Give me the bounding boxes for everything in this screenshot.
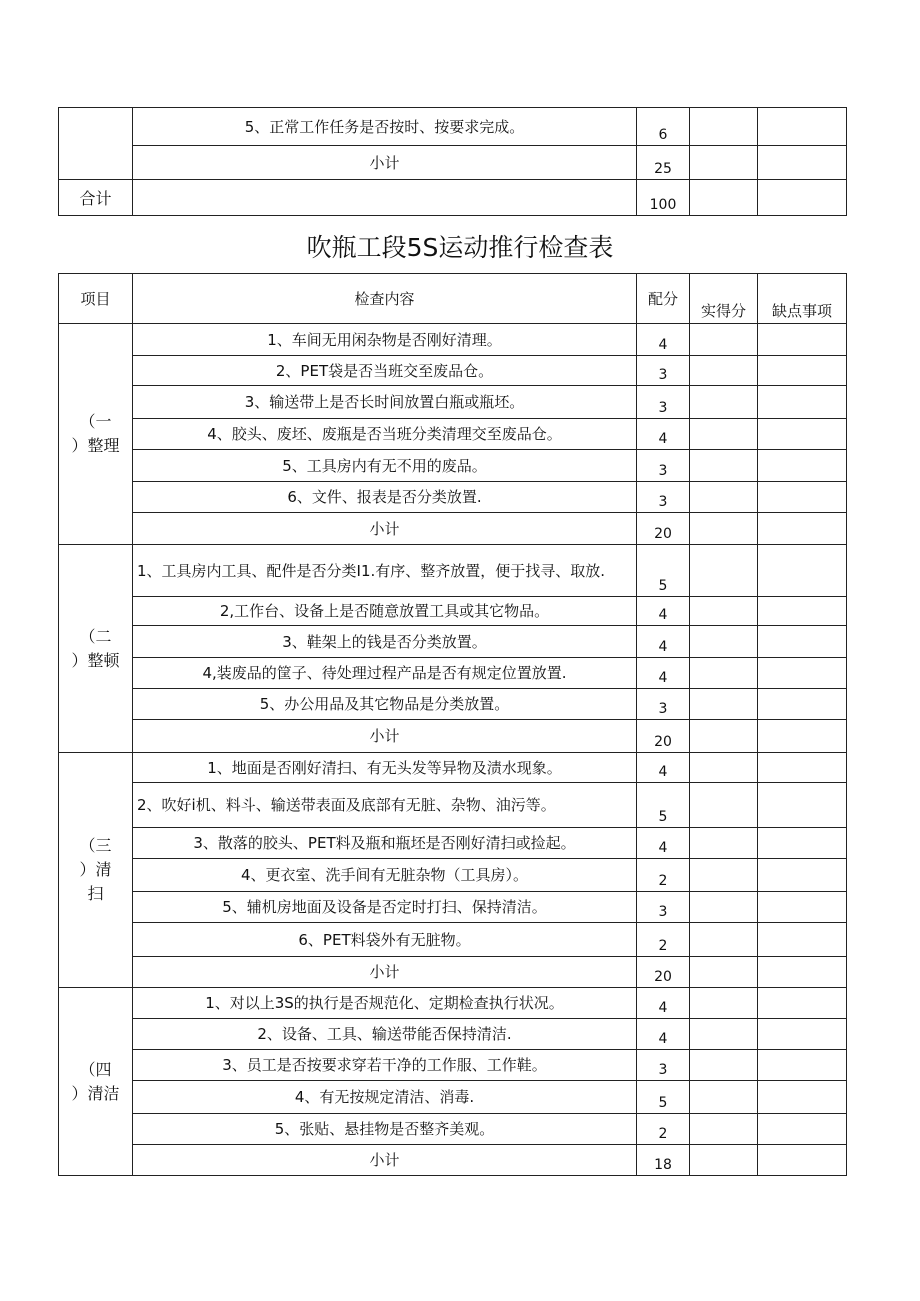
check-item: 6、PET料袋外有无脏物。 [133,923,637,957]
total-content-cell [133,180,637,216]
score-cell: 4 [637,597,690,626]
defect-cell[interactable] [758,356,847,386]
checklist-table [58,273,847,1176]
table-row [59,689,847,720]
actual-score-cell[interactable] [690,828,758,859]
table-row [59,658,847,689]
score-cell: 3 [637,386,690,419]
score-cell: 2 [637,1114,690,1145]
defect-cell[interactable] [758,689,847,720]
header-score: 配分 [637,274,690,324]
check-item: 1、车间无用闲杂物是否刚好清理。 [133,324,637,356]
table-row [59,957,847,988]
total-score: 100 [637,180,690,216]
table-row [59,859,847,892]
actual-score-cell[interactable] [690,783,758,828]
score-cell: 20 [637,513,690,545]
score-cell: 3 [637,450,690,482]
score-cell: 5 [637,545,690,597]
defect-cell[interactable] [758,828,847,859]
table-row [59,988,847,1019]
score-cell: 3 [637,689,690,720]
actual-score-cell[interactable] [690,324,758,356]
subtotal-label: 小计 [133,720,637,753]
score-cell: 4 [637,753,690,783]
actual-score-cell[interactable] [690,753,758,783]
check-item: 5、工具房内有无不用的废品。 [133,450,637,482]
table-row [59,720,847,753]
defect-cell[interactable] [758,783,847,828]
actual-score-cell[interactable] [690,859,758,892]
defect-cell[interactable] [758,108,847,146]
defect-cell[interactable] [758,545,847,597]
score-cell: 4 [637,1019,690,1050]
score-cell: 2 [637,859,690,892]
score-cell: 3 [637,356,690,386]
check-item: 2、吹好i机、料斗、输送带表面及底部有无脏、杂物、油污等。 [133,783,637,828]
score-cell: 4 [637,658,690,689]
table-row [59,597,847,626]
defect-cell[interactable] [758,1114,847,1145]
actual-score-cell[interactable] [690,1019,758,1050]
defect-cell[interactable] [758,180,847,216]
score-cell: 4 [637,324,690,356]
defect-cell[interactable] [758,1019,847,1050]
actual-score-cell[interactable] [690,988,758,1019]
check-item: 1、地面是否刚好清扫、有无头发等异物及渍水现象。 [133,753,637,783]
score-cell: 3 [637,1050,690,1081]
actual-score-cell[interactable] [690,720,758,753]
check-item: 5、张贴、悬挂物是否整齐美观。 [133,1114,637,1145]
actual-score-cell[interactable] [690,626,758,658]
check-item: 6、文件、报表是否分类放置. [133,482,637,513]
actual-score-cell[interactable] [690,180,758,216]
score-cell: 4 [637,828,690,859]
defect-cell[interactable] [758,892,847,923]
header-item: 项目 [59,274,133,324]
check-item: 3、散落的胶头、PET料及瓶和瓶坯是否刚好清扫或捡起。 [133,828,637,859]
score-cell: 4 [637,626,690,658]
subtotal-label: 小计 [133,146,637,180]
actual-score-cell[interactable] [690,386,758,419]
subtotal-label: 小计 [133,513,637,545]
header-defect-items: 缺点事项 [758,274,847,324]
check-item: 5、办公用品及其它物品是分类放置。 [133,689,637,720]
check-item: 2,工作台、设备上是否随意放置工具或其它物品。 [133,597,637,626]
table-row [59,1019,847,1050]
table-row [59,545,847,597]
defect-cell[interactable] [758,957,847,988]
score-cell: 5 [637,1081,690,1114]
actual-score-cell[interactable] [690,658,758,689]
actual-score-cell[interactable] [690,108,758,146]
defect-cell[interactable] [758,513,847,545]
actual-score-cell[interactable] [690,1145,758,1176]
score-cell: 4 [637,419,690,450]
check-item: 2、设备、工具、输送带能否保持清洁. [133,1019,637,1050]
header-content: 检查内容 [133,274,637,324]
check-item: 4、更衣室、洗手间有无脏杂物（工具房）。 [133,859,637,892]
table-row [59,923,847,957]
document-title: 吹瓶工段5S运动推行检查表 [306,233,614,262]
table-row [59,1050,847,1081]
defect-cell[interactable] [758,988,847,1019]
table-row [59,419,847,450]
defect-cell[interactable] [758,482,847,513]
item-cell [59,108,133,180]
actual-score-cell[interactable] [690,146,758,180]
section-label: （四 ）清洁 [59,988,133,1176]
actual-score-cell[interactable] [690,545,758,597]
check-item: 3、输送带上是否长时间放置白瓶或瓶坯。 [133,386,637,419]
check-item: 1、工具房内工具、配件是否分类I1.有序、整齐放置，便于找寻、取放. [133,545,637,597]
defect-cell[interactable] [758,720,847,753]
subtotal-label: 小计 [133,957,637,988]
score-cell: 6 [637,108,690,146]
defect-cell[interactable] [758,419,847,450]
table-row [59,1145,847,1176]
actual-score-cell[interactable] [690,513,758,545]
score-cell: 20 [637,957,690,988]
score-cell: 2 [637,923,690,957]
table-row [59,892,847,923]
total-row [59,180,847,216]
table-row [59,1081,847,1114]
table-row [59,450,847,482]
actual-score-cell[interactable] [690,482,758,513]
defect-cell[interactable] [758,923,847,957]
actual-score-cell[interactable] [690,957,758,988]
actual-score-cell[interactable] [690,1050,758,1081]
score-cell: 25 [637,146,690,180]
score-cell: 3 [637,892,690,923]
defect-cell[interactable] [758,753,847,783]
actual-score-cell[interactable] [690,923,758,957]
section-label: （一 ）整理 [59,324,133,545]
check-item: 5、正常工作任务是否按时、按要求完成。 [133,108,637,146]
header-row [59,274,847,324]
defect-cell[interactable] [758,1145,847,1176]
defect-cell[interactable] [758,146,847,180]
table-row [59,356,847,386]
score-cell: 20 [637,720,690,753]
defect-cell[interactable] [758,324,847,356]
defect-cell[interactable] [758,859,847,892]
defect-cell[interactable] [758,386,847,419]
actual-score-cell[interactable] [690,1081,758,1114]
table-row [59,386,847,419]
table-row [59,1114,847,1145]
header-actual-score: 实得分 [690,274,758,324]
table-row [59,783,847,828]
table-row [59,108,847,146]
table-row [59,513,847,545]
actual-score-cell[interactable] [690,356,758,386]
defect-cell[interactable] [758,626,847,658]
actual-score-cell[interactable] [690,1114,758,1145]
table-row [59,482,847,513]
actual-score-cell[interactable] [690,450,758,482]
defect-cell[interactable] [758,1081,847,1114]
score-cell: 4 [637,988,690,1019]
actual-score-cell[interactable] [690,689,758,720]
section-label: （三 ）清 扫 [59,753,133,988]
check-item: 2、PET袋是否当班交至废品仓。 [133,356,637,386]
score-cell: 5 [637,783,690,828]
score-cell: 3 [637,482,690,513]
score-cell: 18 [637,1145,690,1176]
defect-cell[interactable] [758,1050,847,1081]
table-row [59,626,847,658]
check-item: 3、鞋架上的钱是否分类放置。 [133,626,637,658]
check-item: 4、有无按规定清洁、消毒. [133,1081,637,1114]
actual-score-cell[interactable] [690,597,758,626]
check-item: 1、对以上3S的执行是否规范化、定期检查执行状况。 [133,988,637,1019]
section-label: （二 ）整顿 [59,545,133,753]
table-row [59,753,847,783]
check-item: 5、辅机房地面及设备是否定时打扫、保持清洁。 [133,892,637,923]
actual-score-cell[interactable] [690,419,758,450]
check-item: 4、胶头、废坯、废瓶是否当班分类清理交至废品仓。 [133,419,637,450]
table-row [59,324,847,356]
defect-cell[interactable] [758,450,847,482]
subtotal-label: 小计 [133,1145,637,1176]
defect-cell[interactable] [758,658,847,689]
check-item: 4,装废品的筐子、待处理过程产品是否有规定位置放置. [133,658,637,689]
total-label: 合计 [59,180,133,216]
table-row [59,146,847,180]
table-row [59,828,847,859]
previous-section-table [58,107,847,216]
actual-score-cell[interactable] [690,892,758,923]
check-item: 3、员工是否按要求穿若干净的工作服、工作鞋。 [133,1050,637,1081]
defect-cell[interactable] [758,597,847,626]
